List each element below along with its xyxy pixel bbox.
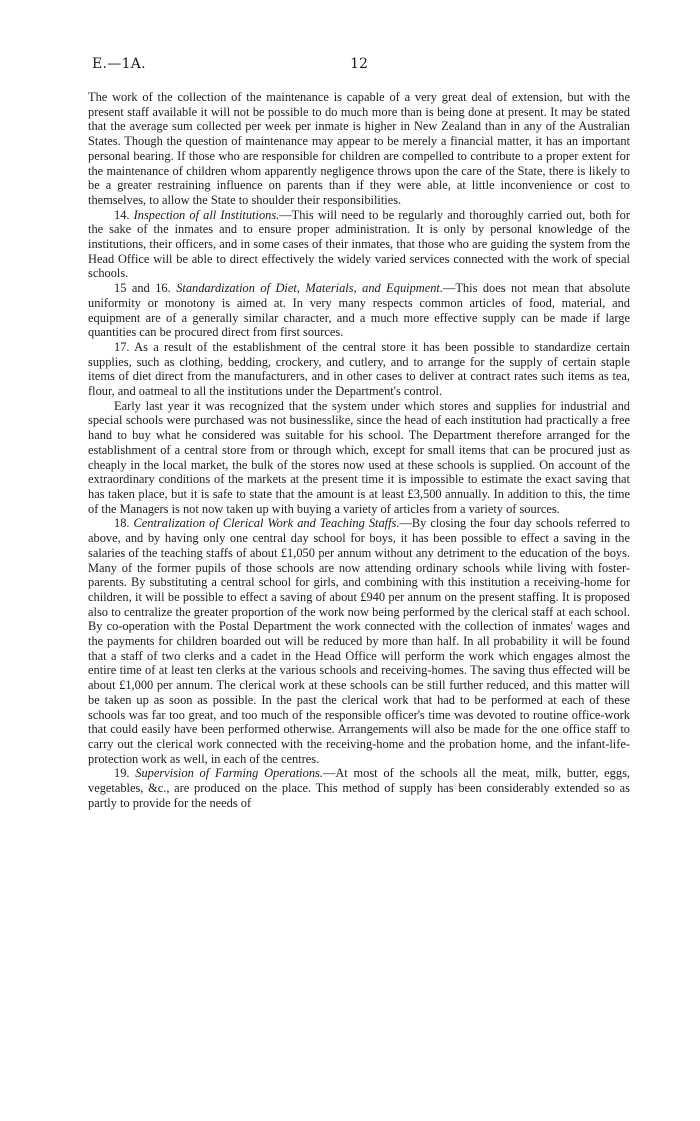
heading-dash: — [322, 766, 336, 781]
paragraph-text: This does not mean that absolute uniformity or monotony is aimed at. In very many respects common articles of food, material, and equipment are of a generally similar character, and a much more effective supply can be made if large quantities can be procured direct from first sources. [88, 281, 630, 340]
paragraph-text: At most of the schools all the meat, milk, butter, eggs, vegetables, &c., are produced on the place. This method of supply has been considerably extended so as partly to provide for the needs of [88, 766, 630, 810]
paragraph-text: This will need to be regularly and thoroughly carried out, both for the sake of the inmates and to ensure proper administration. It is only by personal knowledge of the institutions, their officers, and in some cases of their inmates, that those who are guiding the system from the Head Office will be able to direct effectively the widely varied services connected with the work of special schools. [88, 207, 631, 281]
paragraph-number: 17. [114, 339, 135, 354]
paragraph-number: 14. [114, 207, 134, 222]
document-page [88, 56, 630, 810]
paragraph-text: The work of the collection of the maintenance is capable of a very great deal of extension, but with the present staff available it will not be possible to do much more than is being done at present. It may be stated that the average sum collected per week per inmate is higher in New Zealand than in any of the Australian States. Though the question of maintenance may appear to be merely a financial matter, it has an important personal bearing. If those who are responsible for children are compelled to contribute to a proper extent for the maintenance of children whom apparently negligence throws upon the care of the State, there is likely to be a greater restraining influence on parents than if they were able, at little inconvenience or cost to themselves, to allow the State to shoulder their responsibilities. [88, 90, 630, 207]
paragraph-text: As a result of the establishment of the central store it has been possible to standardize certain supplies, such as clothing, bedding, crockery, and cutlery, and to arrange for the supply of certain staple items of diet direct from the manufacturers, and in other cases to deliver at contract rates such items as tea, flour, and oatmeal to all the institutions under the Department's control. [88, 339, 630, 399]
paragraph-15-16 [88, 281, 630, 340]
paragraph-number: 15 and 16. [114, 281, 177, 296]
paragraph-18 [88, 516, 630, 766]
paragraph-number: 19. [114, 766, 136, 781]
heading-dash: — [279, 207, 292, 222]
heading-dash: — [399, 516, 412, 531]
section-heading: Centralization of Clerical Work and Teaching Staffs. [133, 516, 400, 531]
heading-dash: — [442, 281, 456, 296]
paragraph-14 [88, 208, 630, 282]
section-heading: Inspection of all Institutions. [133, 207, 280, 222]
page-number: 12 [350, 56, 368, 72]
section-heading: Supervision of Farming Operations. [135, 766, 323, 781]
body-text [88, 90, 630, 810]
paragraph-19 [88, 766, 630, 810]
document-code: E.—1A. [92, 56, 146, 72]
paragraph-17 [88, 340, 630, 399]
paragraph-text: By closing the four day schools referred to above, and by having only one central day school for boys, it has been possible to effect a saving in the salaries of the teaching staffs of about £1,050 per annum without any detriment to the education of the boys. Many of the former pupils of those schools are now attending ordinary schools while living with foster-parents. By substituting a central school for girls, and combining with this institution a receiving-home for children, it will be possible to effect a saving of about £940 per annum on the present staffing. It is proposed also to centralize the greater proportion of the work now being performed by the clerical staff at each school. By co-operation with the Postal Department the work connected with the collection of inmates' wages and the payments for children boarded out will be reduced by more than half. In all probability it will be found that a staff of two clerks and a cadet in the Head Office will perform the work which engages almost the entire time of at least ten clerks at the various schools and receiving-homes. The saving thus effected will be about £1,000 per annum. The clerical work at these schools can be still further reduced, and this matter will be taken up as soon as possible. In the past the clerical work that had to be performed at each of these schools was far too great, and too much of the responsible officer's time was devoted to routine office-work that could easily have been performed otherwise. Arrangements will also be made for the one office staff to carry out the clerical work connected with the receiving-home and the probation home, and the infant-life-protection work as well, in each of the centres. [88, 516, 630, 766]
paragraph-central-store [88, 399, 630, 517]
paragraph-maintenance [88, 90, 630, 208]
paragraph-number: 18. [114, 516, 134, 531]
section-heading: Standardization of Diet, Materials, and Equipment. [176, 281, 443, 296]
page-header [88, 56, 630, 78]
paragraph-text: Early last year it was recognized that the system under which stores and supplies for industrial and special schools were purchased was not businesslike, since the head of each institution had practically a free hand to buy what he considered was suitable for his school. The Department therefore arranged for the establishment of a central store from or through which, except for small items that can be procured just as cheaply in the local market, the bulk of the stores now used at these schools is supplied. On account of the extraordinary conditions of the markets at the present time it is impossible to estimate the exact saving that has taken place, but it is safe to state that the amount is at least £3,500 annually. In addition to this, the time of the Managers is not now taken up with buying a variety of articles from a variety of sources. [88, 398, 630, 516]
